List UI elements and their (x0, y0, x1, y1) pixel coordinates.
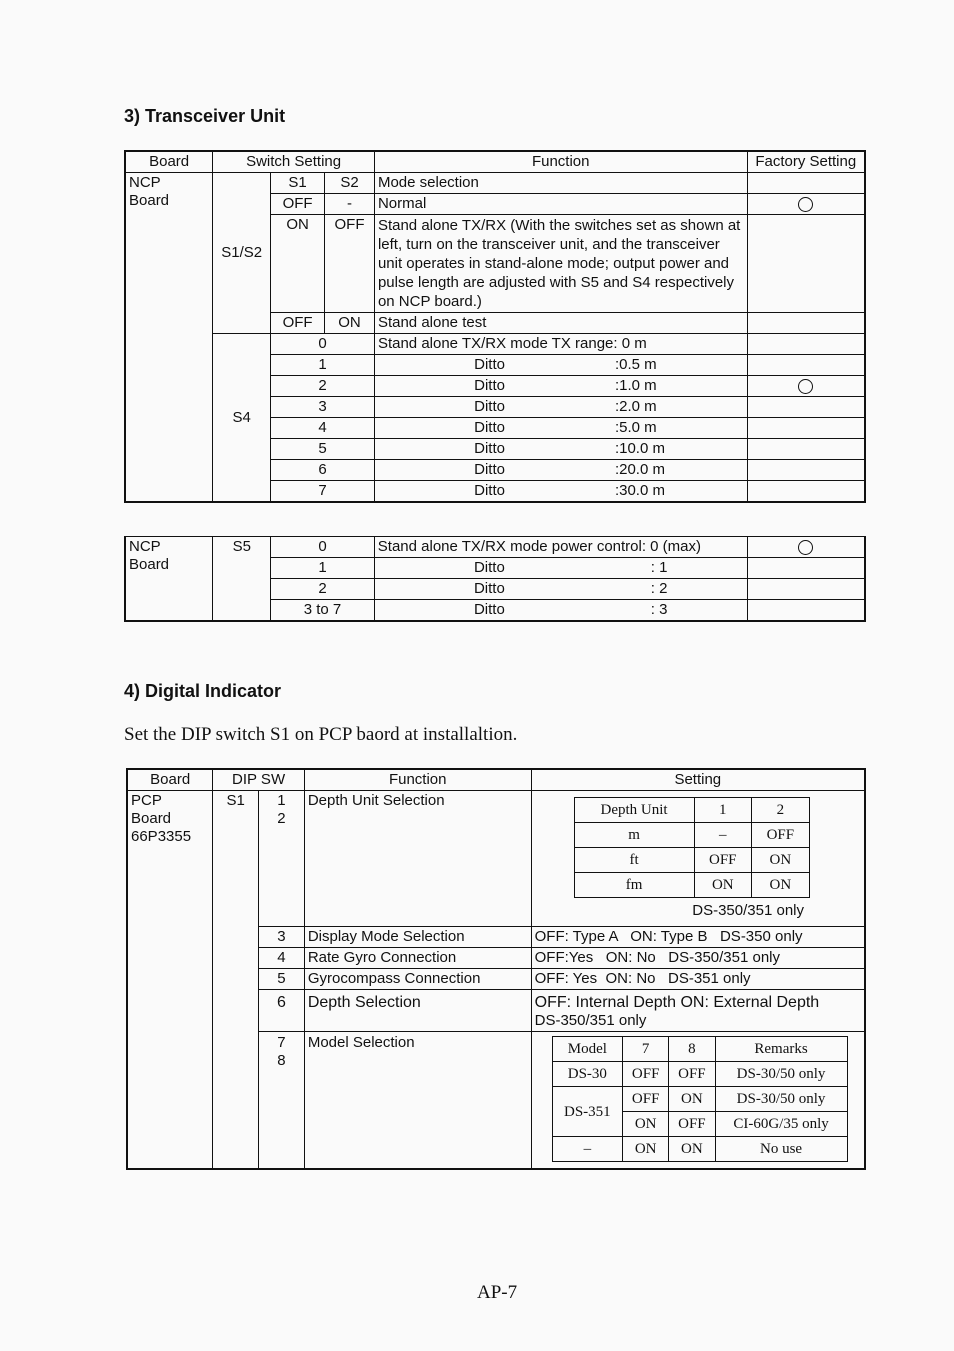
inner-cell: ON (623, 1137, 669, 1162)
s4-position: 5 (271, 439, 375, 460)
transceiver-table-s5 (124, 536, 866, 622)
header-switch-setting: Switch Setting (213, 151, 375, 173)
header-board: Board (125, 151, 213, 173)
page-number: AP-7 (477, 1282, 518, 1303)
ditto-label: Ditto (473, 559, 505, 576)
section4-heading: 4) Digital Indicator (124, 681, 282, 701)
depth-unit-note: DS-350/351 only (692, 902, 804, 919)
ditto-row (374, 418, 747, 439)
inner-cell: m (574, 823, 694, 848)
ditto-label: Ditto (474, 356, 505, 373)
dip-switch-number: 3 (259, 927, 305, 948)
ditto-value: :20.0 m (614, 461, 665, 478)
factory-setting-circle-icon (798, 540, 813, 555)
header-board: Board (127, 769, 213, 791)
inner-cell: – (552, 1137, 622, 1162)
ditto-row (374, 376, 747, 397)
depth-unit-table (574, 797, 810, 898)
factory-setting-circle-icon (798, 197, 813, 212)
s4-position: 0 (271, 334, 375, 355)
s2-value: OFF (325, 215, 375, 313)
ditto-label: Ditto (474, 377, 505, 394)
setting-note: DS-350/351 only (534, 1012, 647, 1029)
inner-cell: fm (574, 873, 694, 898)
inner-cell: ON (752, 848, 810, 873)
model-table (552, 1036, 848, 1162)
dip-switch-number: 4 (259, 948, 305, 969)
board-ncp: NCP Board (125, 537, 213, 622)
ditto-value: : 3 (650, 601, 668, 618)
inner-cell: CI-60G/35 only (715, 1112, 847, 1137)
ditto-row (374, 355, 747, 376)
s4-position: 2 (271, 376, 375, 397)
model-setting (531, 1032, 865, 1170)
function-text: Stand alone test (374, 313, 747, 334)
inner-header: Depth Unit (574, 798, 694, 823)
inner-cell: ft (574, 848, 694, 873)
inner-cell: DS-30/50 only (715, 1062, 847, 1087)
s1-value: ON (271, 215, 325, 313)
section3-heading: 3) Transceiver Unit (124, 106, 286, 126)
ditto-label: Ditto (473, 580, 505, 597)
inner-header: Model (552, 1037, 622, 1062)
function-text: Depth Selection (304, 990, 531, 1032)
ditto-row (374, 397, 747, 418)
s2-label: S2 (325, 173, 375, 194)
dip-switch-number: 7 8 (259, 1032, 305, 1170)
inner-cell: No use (715, 1137, 847, 1162)
ditto-row (374, 579, 747, 600)
dip-switch-number: 6 (259, 990, 305, 1032)
ditto-value: :0.5 m (614, 356, 657, 373)
s1-label: S1 (271, 173, 325, 194)
function-text: Stand alone TX/RX mode TX range: 0 m (374, 334, 747, 355)
s1-value: OFF (271, 194, 325, 215)
s5-position: 3 to 7 (271, 600, 375, 622)
inner-cell: ON (752, 873, 810, 898)
function-text: Stand alone TX/RX (With the switches set as shown at left, turn on the transceiver unit, and the transceiver unit operates in stand-alone mode; output power and pulse length are adjusted with S5 and S4 respectively on NCP board.) (374, 215, 747, 313)
setting-text: OFF: Yes ON: No DS-351 only (531, 969, 865, 990)
inner-cell: OFF (694, 848, 752, 873)
s4-label: S4 (213, 334, 271, 503)
ditto-value: : 2 (650, 580, 668, 597)
ditto-label: Ditto (474, 440, 505, 457)
function-text: Rate Gyro Connection (304, 948, 531, 969)
s5-position: 1 (271, 558, 375, 579)
inner-header: 8 (669, 1037, 715, 1062)
ditto-row (374, 600, 747, 622)
inner-header: 7 (623, 1037, 669, 1062)
inner-cell: ON (694, 873, 752, 898)
transceiver-table (124, 150, 866, 503)
ditto-value: : 1 (650, 559, 668, 576)
ditto-row (374, 558, 747, 579)
ditto-value: :10.0 m (614, 440, 665, 457)
ditto-row (374, 439, 747, 460)
ditto-row (374, 460, 747, 481)
function-text: Display Mode Selection (304, 927, 531, 948)
header-setting: Setting (531, 769, 865, 791)
inner-cell: DS-30/50 only (715, 1087, 847, 1112)
s1-value: OFF (271, 313, 325, 334)
s2-value: ON (325, 313, 375, 334)
s5-position: 0 (271, 537, 375, 558)
inner-cell: ON (669, 1087, 715, 1112)
inner-cell: OFF (752, 823, 810, 848)
inner-cell: DS-30 (552, 1062, 622, 1087)
inner-cell: ON (623, 1112, 669, 1137)
function-text: Stand alone TX/RX mode power control: 0 (max) (374, 537, 747, 558)
setting-text: OFF: Type A ON: Type B DS-350 only (531, 927, 865, 948)
mode-selection: Mode selection (374, 173, 747, 194)
s5-label: S5 (213, 537, 271, 622)
ditto-value: :5.0 m (614, 419, 657, 436)
factory-setting-circle-icon (798, 379, 813, 394)
header-function: Function (374, 151, 747, 173)
ditto-row (374, 481, 747, 503)
ditto-label: Ditto (474, 461, 505, 478)
inner-cell: OFF (623, 1087, 669, 1112)
dip-switch-number: 5 (259, 969, 305, 990)
ditto-label: Ditto (474, 398, 505, 415)
s1-label: S1 (213, 791, 259, 1170)
s5-position: 2 (271, 579, 375, 600)
inner-cell: OFF (669, 1062, 715, 1087)
inner-cell: – (694, 823, 752, 848)
header-function: Function (304, 769, 531, 791)
depth-unit-setting (531, 791, 865, 927)
s4-position: 1 (271, 355, 375, 376)
function-text: Normal (374, 194, 747, 215)
ditto-label: Ditto (474, 482, 505, 499)
depth-selection-setting (531, 990, 865, 1032)
inner-header: 2 (752, 798, 810, 823)
inner-header: 1 (694, 798, 752, 823)
s4-position: 4 (271, 418, 375, 439)
ditto-value: :30.0 m (614, 482, 665, 499)
ditto-label: Ditto (474, 419, 505, 436)
header-factory-setting: Factory Setting (747, 151, 865, 173)
inner-cell: DS-351 (552, 1087, 622, 1137)
digital-indicator-table (126, 768, 866, 1170)
setting-text: OFF:Yes ON: No DS-350/351 only (531, 948, 865, 969)
s4-position: 7 (271, 481, 375, 503)
dip-switch-number: 1 2 (259, 791, 305, 927)
inner-cell: ON (669, 1137, 715, 1162)
inner-cell: OFF (669, 1112, 715, 1137)
ditto-label: Ditto (473, 601, 505, 618)
s4-position: 3 (271, 397, 375, 418)
s2-value: - (325, 194, 375, 215)
board-pcp: PCP Board 66P3355 (127, 791, 213, 1170)
function-text: Model Selection (304, 1032, 531, 1170)
section4-intro: Set the DIP switch S1 on PCP baord at installaltion. (124, 724, 518, 745)
inner-cell: OFF (623, 1062, 669, 1087)
board-ncp: NCP Board (125, 173, 213, 503)
setting-text: OFF: Internal Depth ON: External Depth (534, 994, 820, 1011)
inner-header: Remarks (715, 1037, 847, 1062)
s1s2-label: S1/S2 (213, 173, 271, 334)
ditto-value: :2.0 m (614, 398, 657, 415)
s4-position: 6 (271, 460, 375, 481)
ditto-value: :1.0 m (614, 377, 657, 394)
function-text: Depth Unit Selection (304, 791, 531, 927)
header-dip-sw: DIP SW (213, 769, 305, 791)
function-text: Gyrocompass Connection (304, 969, 531, 990)
